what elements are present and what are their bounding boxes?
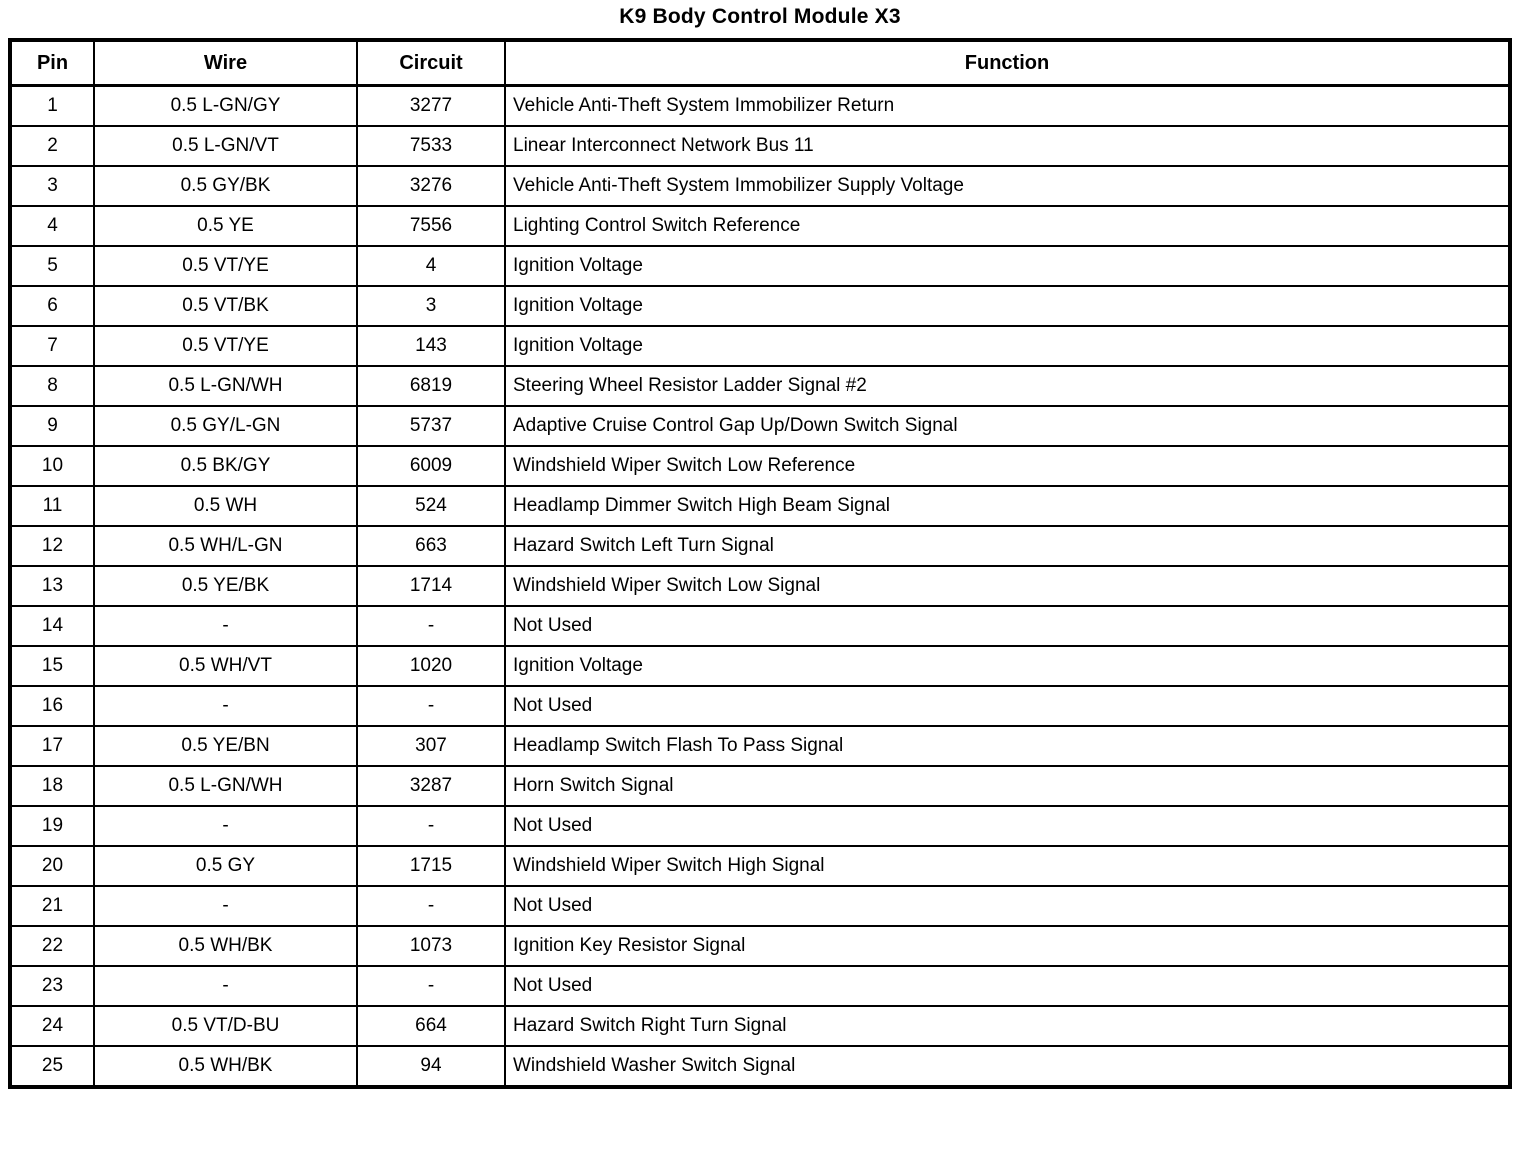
pin-cell: 7 <box>10 326 94 366</box>
wire-cell: - <box>94 686 357 726</box>
circuit-cell: 5737 <box>357 406 505 446</box>
wire-cell: 0.5 L-GN/GY <box>94 86 357 127</box>
circuit-cell: 1020 <box>357 646 505 686</box>
table-row <box>10 326 1510 366</box>
wire-cell: 0.5 VT/BK <box>94 286 357 326</box>
table-row <box>10 726 1510 766</box>
function-cell: Vehicle Anti-Theft System Immobilizer Return <box>505 86 1510 127</box>
circuit-cell: 1715 <box>357 846 505 886</box>
pinout-table <box>8 38 1512 1089</box>
function-cell: Not Used <box>505 606 1510 646</box>
pin-cell: 15 <box>10 646 94 686</box>
wire-cell: 0.5 YE <box>94 206 357 246</box>
circuit-cell: 3277 <box>357 86 505 127</box>
function-cell: Hazard Switch Left Turn Signal <box>505 526 1510 566</box>
pin-cell: 6 <box>10 286 94 326</box>
table-row <box>10 686 1510 726</box>
wire-cell: 0.5 VT/YE <box>94 326 357 366</box>
function-cell: Lighting Control Switch Reference <box>505 206 1510 246</box>
table-row <box>10 646 1510 686</box>
pin-cell: 9 <box>10 406 94 446</box>
pin-cell: 12 <box>10 526 94 566</box>
function-cell: Ignition Voltage <box>505 326 1510 366</box>
function-cell: Not Used <box>505 686 1510 726</box>
pin-cell: 13 <box>10 566 94 606</box>
wire-cell: 0.5 WH <box>94 486 357 526</box>
pin-cell: 3 <box>10 166 94 206</box>
wire-cell: 0.5 WH/L-GN <box>94 526 357 566</box>
circuit-cell: 3 <box>357 286 505 326</box>
circuit-cell: 6009 <box>357 446 505 486</box>
table-row <box>10 286 1510 326</box>
wire-cell: 0.5 L-GN/WH <box>94 766 357 806</box>
function-cell: Horn Switch Signal <box>505 766 1510 806</box>
table-row <box>10 366 1510 406</box>
wire-cell: 0.5 WH/BK <box>94 926 357 966</box>
wire-cell: - <box>94 886 357 926</box>
function-cell: Windshield Wiper Switch High Signal <box>505 846 1510 886</box>
table-row <box>10 806 1510 846</box>
pin-cell: 11 <box>10 486 94 526</box>
function-cell: Steering Wheel Resistor Ladder Signal #2 <box>505 366 1510 406</box>
table-row <box>10 846 1510 886</box>
pin-cell: 4 <box>10 206 94 246</box>
circuit-cell: 1714 <box>357 566 505 606</box>
circuit-cell: 6819 <box>357 366 505 406</box>
pin-cell: 10 <box>10 446 94 486</box>
pinout-table-body <box>10 86 1510 1088</box>
circuit-cell: 524 <box>357 486 505 526</box>
function-cell: Not Used <box>505 966 1510 1006</box>
table-row <box>10 766 1510 806</box>
header-row <box>10 40 1510 86</box>
table-row <box>10 606 1510 646</box>
wire-cell: 0.5 VT/D-BU <box>94 1006 357 1046</box>
circuit-cell: 4 <box>357 246 505 286</box>
function-cell: Ignition Key Resistor Signal <box>505 926 1510 966</box>
column-header-pin: Pin <box>10 40 94 86</box>
function-cell: Windshield Wiper Switch Low Reference <box>505 446 1510 486</box>
circuit-cell: - <box>357 606 505 646</box>
table-row <box>10 406 1510 446</box>
pin-cell: 16 <box>10 686 94 726</box>
pin-cell: 21 <box>10 886 94 926</box>
pin-cell: 8 <box>10 366 94 406</box>
table-row <box>10 86 1510 127</box>
wire-cell: - <box>94 806 357 846</box>
wire-cell: 0.5 L-GN/WH <box>94 366 357 406</box>
wire-cell: 0.5 YE/BN <box>94 726 357 766</box>
table-row <box>10 926 1510 966</box>
function-cell: Hazard Switch Right Turn Signal <box>505 1006 1510 1046</box>
wire-cell: 0.5 GY/BK <box>94 166 357 206</box>
circuit-cell: 307 <box>357 726 505 766</box>
pin-cell: 1 <box>10 86 94 127</box>
circuit-cell: 143 <box>357 326 505 366</box>
circuit-cell: 1073 <box>357 926 505 966</box>
circuit-cell: - <box>357 806 505 846</box>
function-cell: Not Used <box>505 886 1510 926</box>
table-row <box>10 206 1510 246</box>
pin-cell: 5 <box>10 246 94 286</box>
circuit-cell: 7533 <box>357 126 505 166</box>
table-row <box>10 486 1510 526</box>
wire-cell: 0.5 L-GN/VT <box>94 126 357 166</box>
circuit-cell: - <box>357 886 505 926</box>
circuit-cell: - <box>357 686 505 726</box>
wire-cell: 0.5 WH/BK <box>94 1046 357 1087</box>
column-header-function: Function <box>505 40 1510 86</box>
pin-cell: 19 <box>10 806 94 846</box>
pin-cell: 23 <box>10 966 94 1006</box>
function-cell: Windshield Wiper Switch Low Signal <box>505 566 1510 606</box>
table-row <box>10 566 1510 606</box>
pin-cell: 24 <box>10 1006 94 1046</box>
circuit-cell: - <box>357 966 505 1006</box>
pin-cell: 25 <box>10 1046 94 1087</box>
circuit-cell: 7556 <box>357 206 505 246</box>
circuit-cell: 94 <box>357 1046 505 1087</box>
column-header-wire: Wire <box>94 40 357 86</box>
pin-cell: 2 <box>10 126 94 166</box>
circuit-cell: 3276 <box>357 166 505 206</box>
function-cell: Adaptive Cruise Control Gap Up/Down Switch Signal <box>505 406 1510 446</box>
wire-cell: 0.5 GY <box>94 846 357 886</box>
circuit-cell: 3287 <box>357 766 505 806</box>
page-title: K9 Body Control Module X3 <box>619 5 901 28</box>
pin-cell: 14 <box>10 606 94 646</box>
table-row <box>10 526 1510 566</box>
table-header <box>10 40 1510 86</box>
pin-cell: 18 <box>10 766 94 806</box>
function-cell: Headlamp Dimmer Switch High Beam Signal <box>505 486 1510 526</box>
function-cell: Vehicle Anti-Theft System Immobilizer Supply Voltage <box>505 166 1510 206</box>
table-row <box>10 446 1510 486</box>
column-header-circuit: Circuit <box>357 40 505 86</box>
function-cell: Not Used <box>505 806 1510 846</box>
wire-cell: 0.5 BK/GY <box>94 446 357 486</box>
function-cell: Ignition Voltage <box>505 246 1510 286</box>
wire-cell: - <box>94 966 357 1006</box>
table-row <box>10 966 1510 1006</box>
function-cell: Ignition Voltage <box>505 646 1510 686</box>
function-cell: Windshield Washer Switch Signal <box>505 1046 1510 1087</box>
table-row <box>10 1046 1510 1087</box>
function-cell: Ignition Voltage <box>505 286 1510 326</box>
function-cell: Linear Interconnect Network Bus 11 <box>505 126 1510 166</box>
pin-cell: 17 <box>10 726 94 766</box>
wire-cell: - <box>94 606 357 646</box>
wire-cell: 0.5 WH/VT <box>94 646 357 686</box>
function-cell: Headlamp Switch Flash To Pass Signal <box>505 726 1510 766</box>
table-row <box>10 246 1510 286</box>
wire-cell: 0.5 YE/BK <box>94 566 357 606</box>
table-row <box>10 166 1510 206</box>
circuit-cell: 663 <box>357 526 505 566</box>
wire-cell: 0.5 GY/L-GN <box>94 406 357 446</box>
table-row <box>10 1006 1510 1046</box>
table-row <box>10 126 1510 166</box>
wire-cell: 0.5 VT/YE <box>94 246 357 286</box>
circuit-cell: 664 <box>357 1006 505 1046</box>
table-row <box>10 886 1510 926</box>
pin-cell: 20 <box>10 846 94 886</box>
pin-cell: 22 <box>10 926 94 966</box>
